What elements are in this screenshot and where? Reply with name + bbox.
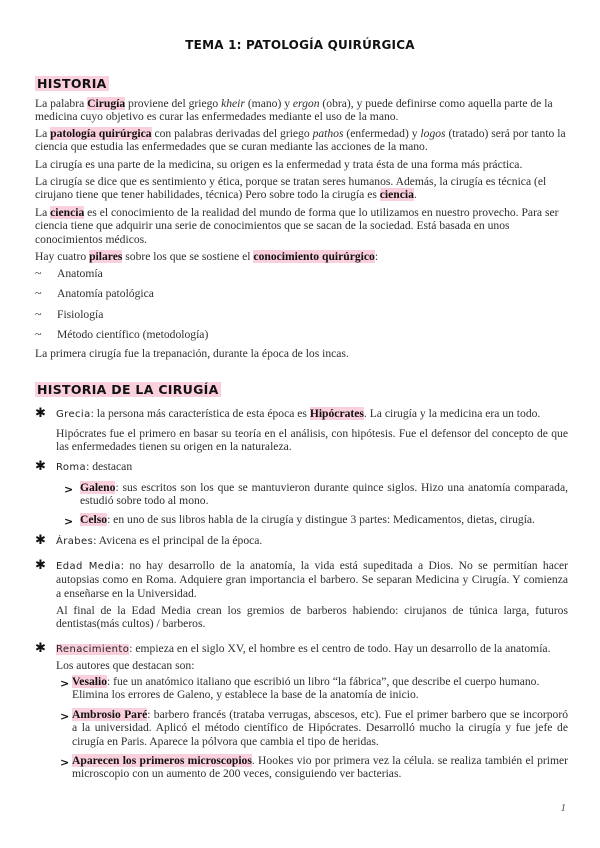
term-pilares: pilares xyxy=(89,250,123,263)
arrow-icon: > xyxy=(64,515,74,528)
entry-pare: Ambrosio Paré: barbero francés (trataba verrugas, abscesos, etc). Fue el primer barbero que se incorporó a la universidad. Aplicó el método científico de Hipócrates. Desarrolló mucho la cirugía y fue jefe de cirugía en Paris. Aparece la pólvora que cambia el tipo de heridas. xyxy=(72,708,568,748)
heading-text: HISTORIA DE LA CIRUGÍA xyxy=(37,382,219,397)
entry-celso: Celso: en uno de sus libros habla de la cirugía y distingue 3 partes: Medicamentos, dietas, cirugía. xyxy=(80,513,535,526)
arrow-icon: > xyxy=(64,483,74,496)
term-patologia-quirurgica: patología quirúrgica xyxy=(50,127,152,140)
page-number: 1 xyxy=(560,802,566,814)
bullet-icon: ✱ xyxy=(35,459,46,474)
term-conocimiento-quirurgico: conocimiento quirúrgico xyxy=(253,250,375,263)
entry-renacimiento: Renacimiento: empieza en el siglo XV, el hombre es el centro de todo. Hay un desarrollo de la anatomía. xyxy=(56,642,551,655)
term-vesalio: Vesalio xyxy=(72,675,108,688)
paragraph-ciencia: La ciencia es el conocimiento de la realidad del mundo de forma que lo utilizamos en nuestro provecho. Para ser ciencia tiene que adquirir una serie de conocimientos que se sacan de la sociedad. Está basada en unos conocimientos médicos. xyxy=(35,206,559,246)
paragraph-trepanacion: La primera cirugía fue la trepanación, durante la época de los incas. xyxy=(35,347,349,360)
list-item: ~ Fisiología xyxy=(35,306,104,321)
heading-text: HISTORIA xyxy=(37,76,107,91)
entry-galeno: Galeno: sus escritos son los que se mantuvieron durante quince siglos. Hizo una anatomía comparada, estudió sobre todo al mono. xyxy=(80,481,568,508)
paragraph-cirugia-parte: La cirugía es una parte de la medicina, su origen es la enfermedad y trata ésta de una forma más práctica. xyxy=(35,158,523,171)
entry-vesalio: Vesalio: fue un anatómico italiano que escribió un libro “la fábrica”, que describe el cuerpo humano. Elimina los errores de Galeno, y establece la base de la anatomía de inicio. xyxy=(72,675,540,702)
arrow-icon: > xyxy=(60,756,70,769)
paragraph-cirugia-definition: La palabra Cirugía proviene del griego kheir (mano) y ergon (obra), y puede definirse como aquella parte de la medicina cuyo objetivo es curar las enfermedades mediante el uso de la mano. xyxy=(35,97,553,124)
term-celso: Celso xyxy=(80,513,108,526)
bullet-icon: ✱ xyxy=(35,406,46,421)
term-hipocrates: Hipócrates xyxy=(309,407,364,420)
section-heading-historia xyxy=(35,76,109,91)
term-ambrosio-pare: Ambrosio Paré xyxy=(72,708,148,721)
term-cirugia: Cirugía xyxy=(87,97,126,110)
bullet-icon: ✱ xyxy=(35,533,46,548)
paragraph-cirugia-etica: La cirugía se dice que es sentimiento y ética, porque se tratan seres humanos. Además, la cirugía es técnica (el cirujano tiene que tener habilidades, técnica) Pero sobre todo la cirugía es ciencia. xyxy=(35,175,547,202)
entry-edad-media: Edad Media: no hay desarrollo de la anatomía, la vida está supeditada a Dios. No se permitían hacer autopsias como en Roma. Adquiere gran importancia el barbero. Se separan Medicina y Cirugía. Y comienza a enseñarse en la Universidad. xyxy=(56,559,568,600)
term-microscopios: Aparecen los primeros microscopios xyxy=(72,754,252,767)
entry-microscopios: Aparecen los primeros microscopios. Hookes vio por primera vez la célula. se realiza también el primer microscopio con un aumento de 200 veces, consiguiendo ver bacterias. xyxy=(72,754,568,781)
entry-grecia-detail: Hipócrates fue el primero en basar su teoría en el análisis, con hipótesis. Fue el defensor del concepto de que las enfermedades tienen su origen en la naturaleza. xyxy=(56,427,568,454)
arrow-icon: > xyxy=(60,677,70,690)
entry-grecia: Grecia: la persona más característica de esta época es Hipócrates. La cirugía y la medicina era un todo. xyxy=(56,407,541,420)
entry-roma: Roma: destacan xyxy=(56,460,133,473)
list-item: ~ Anatomía xyxy=(35,265,103,280)
term-ciencia: ciencia xyxy=(379,188,414,202)
term-ciencia-2: ciencia xyxy=(50,206,85,219)
entry-arabes: Árabes: Avicena es el principal de la época. xyxy=(56,534,263,547)
entry-edad-media-detail: Al final de la Edad Media crean los gremios de barberos habiendo: cirujanos de túnica larga, futuros dentistas(más cultos) / barberos. xyxy=(56,604,568,631)
term-galeno: Galeno xyxy=(80,481,116,494)
bullet-icon: ✱ xyxy=(35,558,46,573)
paragraph-patologia-quirurgica: La patología quirúrgica con palabras derivadas del griego pathos (enfermedad) y logos (tratado) será por tanto la ciencia que estudia las enfermedades que se curan mediante las acciones de la mano. xyxy=(35,127,566,154)
section-heading-historia-cirugia xyxy=(35,382,221,397)
page-title: TEMA 1: PATOLOGÍA QUIRÚRGICA xyxy=(185,38,415,52)
list-item: ~ Método científico (metodología) xyxy=(35,327,209,342)
arrow-icon: > xyxy=(60,710,70,723)
entry-renacimiento-autores: Los autores que destacan son: xyxy=(56,659,195,672)
bullet-icon: ✱ xyxy=(35,641,46,656)
paragraph-pilares: Hay cuatro pilares sobre los que se sostiene el conocimiento quirúrgico: xyxy=(35,250,379,263)
list-item: ~ Anatomía patológica xyxy=(35,286,154,301)
pilares-list xyxy=(35,263,335,345)
